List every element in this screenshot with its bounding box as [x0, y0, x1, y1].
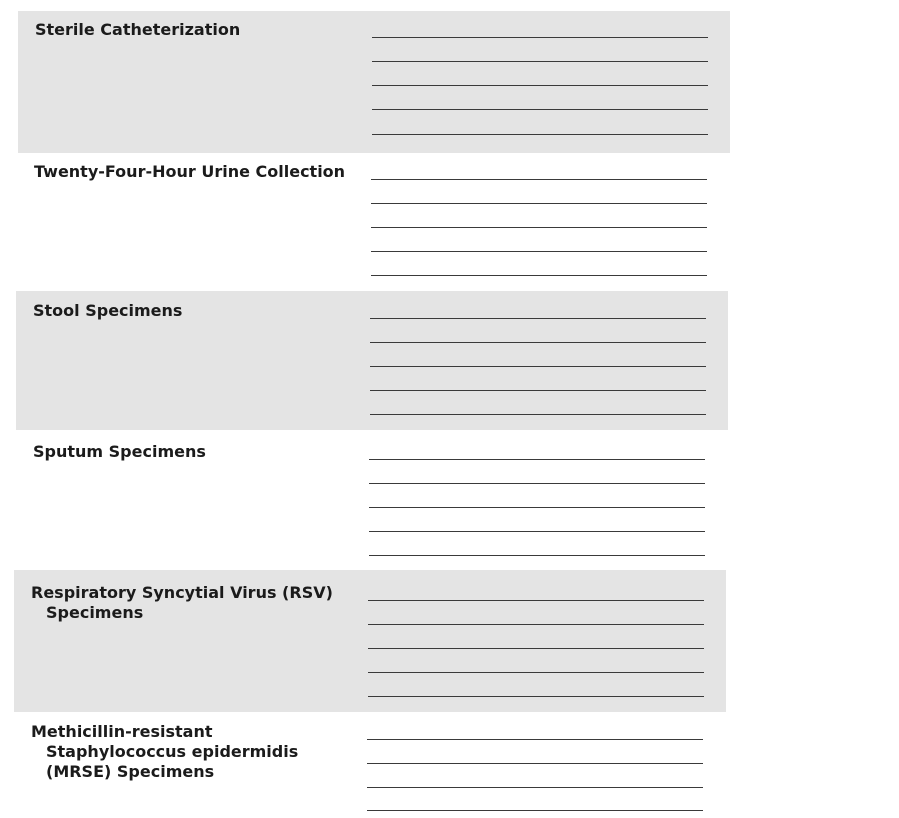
answer-line[interactable]	[372, 85, 708, 86]
answer-line[interactable]	[368, 624, 704, 625]
answer-line[interactable]	[370, 318, 706, 319]
answer-line[interactable]	[371, 203, 707, 204]
answer-line[interactable]	[371, 227, 707, 228]
answer-line[interactable]	[370, 342, 706, 343]
answer-line[interactable]	[369, 555, 705, 556]
answer-line[interactable]	[369, 459, 705, 460]
section-title-line: (MRSE) Specimens	[46, 762, 215, 781]
answer-line[interactable]	[369, 531, 705, 532]
answer-line[interactable]	[371, 251, 707, 252]
section-title-line: Twenty-Four-Hour Urine Collection	[34, 162, 346, 181]
section-title	[34, 162, 345, 182]
answer-line[interactable]	[368, 672, 704, 673]
answer-line[interactable]	[371, 275, 707, 276]
answer-line[interactable]	[369, 507, 705, 508]
section-title-line: Specimens	[46, 603, 144, 622]
answer-line[interactable]	[368, 696, 704, 697]
answer-line[interactable]	[367, 787, 703, 788]
answer-line[interactable]	[368, 600, 704, 601]
answer-line[interactable]	[369, 483, 705, 484]
answer-line[interactable]	[372, 134, 708, 135]
section-title	[31, 722, 298, 782]
answer-line[interactable]	[371, 179, 707, 180]
section-title	[33, 301, 182, 321]
section-title	[35, 20, 240, 40]
answer-line[interactable]	[370, 414, 706, 415]
answer-line[interactable]	[367, 763, 703, 764]
section-title-line: Methicillin-resistant	[31, 722, 213, 741]
section-title	[33, 442, 206, 462]
section-title-line: Staphylococcus epidermidis	[46, 742, 299, 761]
answer-line[interactable]	[367, 810, 703, 811]
section-title	[31, 583, 333, 623]
answer-line[interactable]	[367, 739, 703, 740]
section-title-line: Sputum Specimens	[33, 442, 206, 461]
section-title-line: Stool Specimens	[33, 301, 183, 320]
section-title-line: Sterile Catheterization	[35, 20, 241, 39]
answer-line[interactable]	[370, 390, 706, 391]
answer-line[interactable]	[372, 37, 708, 38]
answer-line[interactable]	[372, 109, 708, 110]
section-title-line: Respiratory Syncytial Virus (RSV)	[31, 583, 333, 602]
answer-line[interactable]	[372, 61, 708, 62]
answer-line[interactable]	[370, 366, 706, 367]
answer-line[interactable]	[368, 648, 704, 649]
